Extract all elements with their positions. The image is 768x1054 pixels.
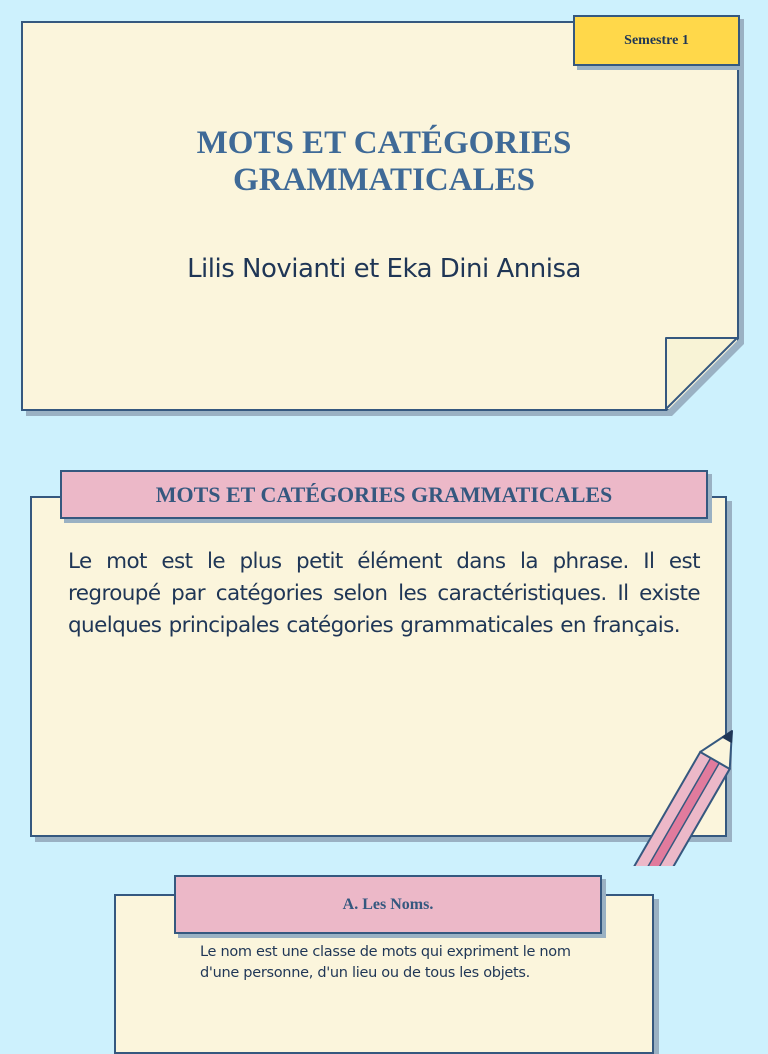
nouns-slide-heading: A. Les Noms. — [174, 875, 602, 934]
title-line-2: GRAMMATICALES — [233, 162, 535, 198]
pencil-icon — [620, 715, 768, 866]
content-slide-heading: MOTS ET CATÉGORIES GRAMMATICALES — [60, 470, 708, 519]
title-slide-title — [60, 125, 708, 199]
title-slide-card — [21, 21, 739, 411]
semester-badge: Semestre 1 — [573, 15, 740, 66]
content-slide-body: Le mot est le plus petit élément dans la phrase. Il est regroupé par catégories selon les caractéristiques. Il existe quelques principales catégories grammaticales en français. — [68, 549, 700, 638]
nouns-slide-body: Le nom est une classe de mots qui expriment le nom d'une personne, d'un lieu ou de tous les objets. — [200, 944, 571, 981]
authors: Lilis Novianti et Eka Dini Annisa — [187, 254, 581, 284]
title-line-1: MOTS ET CATÉGORIES — [196, 125, 572, 161]
page-fold-icon — [664, 336, 744, 416]
